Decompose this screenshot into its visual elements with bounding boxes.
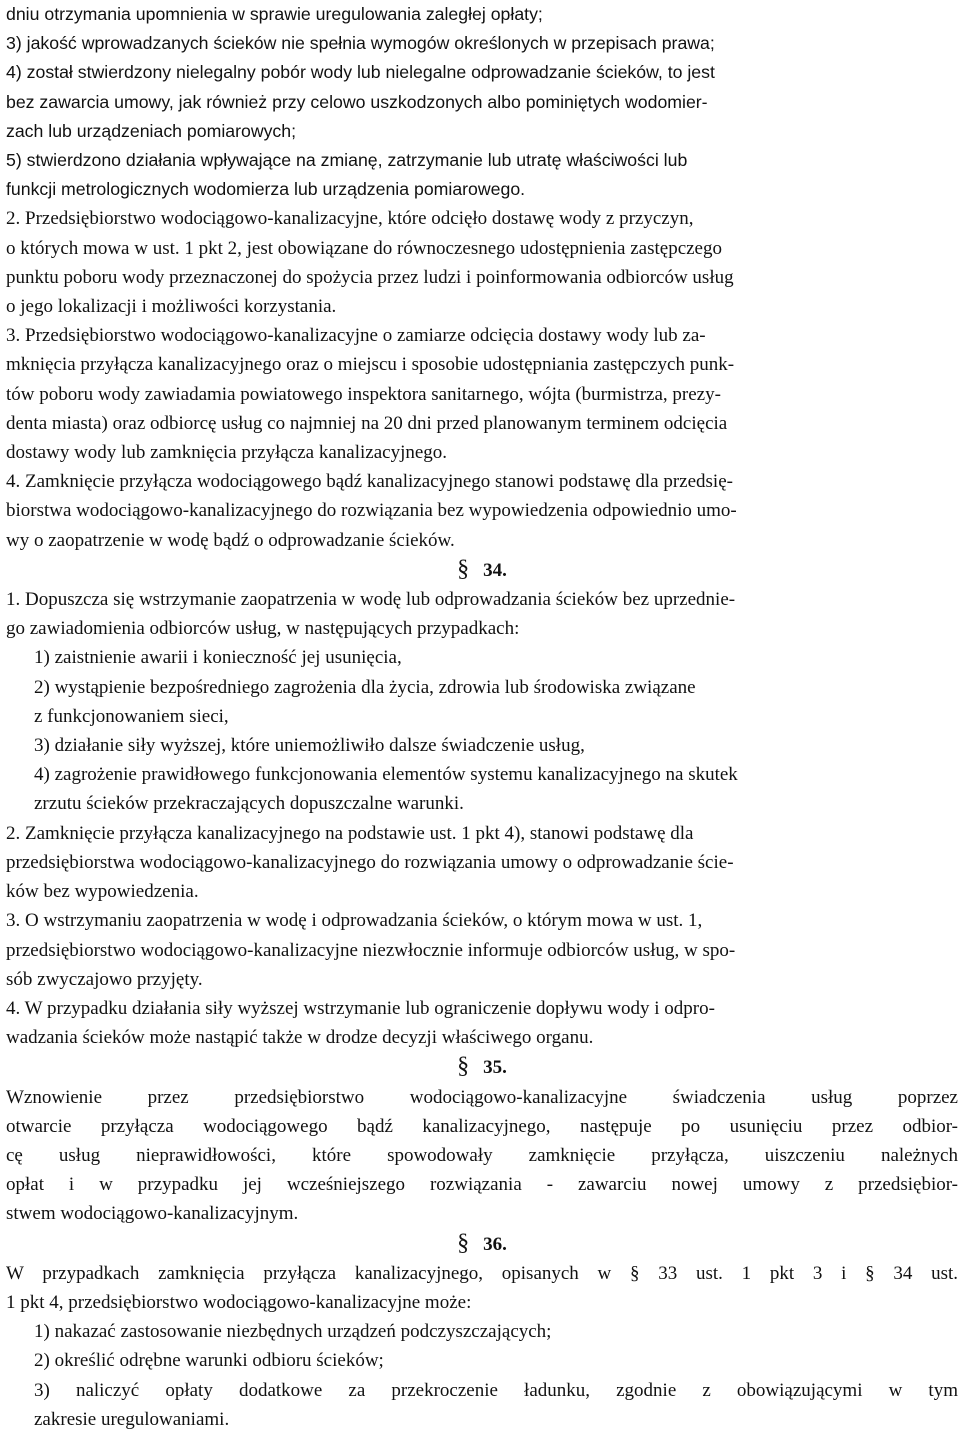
text-line: biorstwa wodociągowo-kanalizacyjnego do rozwiązania bez wypowiedzenia odpowiednio umo-: [6, 500, 737, 522]
text-line: sób zwyczajowo przyjęty.: [6, 968, 203, 990]
text-line: 4) zagrożenie prawidłowego funkcjonowania elementów systemu kanalizacyjnego na skutek: [34, 764, 738, 786]
text-line: zrzutu ścieków przekraczających dopuszczalne warunki.: [34, 793, 464, 815]
text-line: ków bez wypowiedzenia.: [6, 881, 199, 903]
text-line: bez zawarcia umowy, jak również przy celowo uszkodzonych albo pominiętych wodomier-: [6, 91, 708, 112]
text-line: 3. Przedsiębiorstwo wodociągowo-kanalizacyjne o zamiarze odcięcia dostawy wody lub za-: [6, 325, 706, 347]
text-line: 1 pkt 4, przedsiębiorstwo wodociągowo-kanalizacyjne może:: [6, 1291, 472, 1313]
text-line: W przypadkach zamknięcia przyłącza kanalizacyjnego, opisanych w § 33 ust. 1 pkt 3 i § 34 ust.: [6, 1262, 958, 1284]
text-line: 2. Zamknięcie przyłącza kanalizacyjnego na podstawie ust. 1 pkt 4), stanowi podstawę dla: [6, 822, 694, 844]
text-line: dostawy wody lub zamknięcia przyłącza kanalizacyjnego.: [6, 442, 448, 464]
text-line: Wznowienie przez przedsiębiorstwo wodociągowo-kanalizacyjne świadczenia usług poprzez: [6, 1086, 958, 1108]
text-line: denta miasta) oraz odbiorcę usług co najmniej na 20 dni przed planowanym terminem odcięcia: [6, 412, 728, 434]
text-line: przedsiębiorstwa wodociągowo-kanalizacyjnego do rozwiązania umowy o odprowadzanie ście-: [6, 851, 734, 873]
section-sign: §: [457, 1053, 470, 1080]
text-line: tów poboru wody zawiadamia powiatowego inspektora sanitarnego, wójta (burmistrza, prezy-: [6, 383, 721, 405]
text-line: cę usług nieprawidłowości, które spowodowały zamknięcie przyłącza, uiszczeniu należnych: [6, 1144, 958, 1166]
text-line: 2) wystąpienie bezpośredniego zagrożenia dla życia, zdrowia lub środowiska związane: [34, 676, 696, 698]
text-line: go zawiadomienia odbiorców usług, w następujących przypadkach:: [6, 618, 520, 640]
text-line: 3) naliczyć opłaty dodatkowe za przekroczenie ładunku, zgodnie z obowiązującymi w tym: [34, 1379, 958, 1401]
text-line: funkcji metrologicznych wodomierza lub urządzenia pomiarowego.: [6, 179, 526, 200]
text-line: wy o zaopatrzenie w wodę bądź o odprowadzanie ścieków.: [6, 529, 455, 551]
text-line: 3) działanie siły wyższej, które uniemożliwiło dalsze świadczenie usług,: [34, 735, 585, 757]
text-line: przedsiębiorstwo wodociągowo-kanalizacyjne niezwłocznie informuje odbiorców usług, w spo-: [6, 939, 736, 961]
text-line: otwarcie przyłącza wodociągowego bądź kanalizacyjnego, następuje po usunięciu przez odbior-: [6, 1115, 958, 1137]
text-line: 2) określić odrębne warunki odbioru ścieków;: [34, 1350, 384, 1372]
text-line: dniu otrzymania upomnienia w sprawie uregulowania zaległej opłaty;: [6, 4, 543, 24]
text-line: 2. Przedsiębiorstwo wodociągowo-kanalizacyjne, które odcięło dostawę wody z przyczyn,: [6, 208, 694, 230]
text-line: 3) jakość wprowadzanych ścieków nie spełnia wymogów określonych w przepisach prawa;: [6, 33, 715, 54]
text-line: zakresie uregulowaniami.: [34, 1408, 230, 1430]
document-page: [6, 0, 958, 1434]
text-line: 4. W przypadku działania siły wyższej wstrzymanie lub ograniczenie dopływu wody i odpro-: [6, 997, 715, 1019]
text-line: 1) zaistnienie awarii i konieczność jej usunięcia,: [34, 647, 402, 669]
text-line: 3. O wstrzymaniu zaopatrzenia w wodę i odprowadzania ścieków, o którym mowa w ust. 1,: [6, 910, 703, 932]
section-heading: [6, 1052, 958, 1082]
text-line: o których mowa w ust. 1 pkt 2, jest obowiązane do równoczesnego udostępnienia zastępczego: [6, 237, 722, 259]
text-line: punktu poboru wody przeznaczonej do spożycia przez ludzi i poinformowania odbiorców usług: [6, 266, 734, 288]
text-line: 5) stwierdzono działania wpływające na zmianę, zatrzymanie lub utratę właściwości lub: [6, 150, 688, 171]
section-number: 35.: [483, 1057, 507, 1079]
text-line: mknięcia przyłącza kanalizacyjnego oraz o miejscu i sposobie udostępniania zastępczych punk-: [6, 354, 735, 376]
text-line: o jego lokalizacji i możliwości korzystania.: [6, 296, 337, 318]
text-line: wadzania ścieków może nastąpić także w drodze decyzji właściwego organu.: [6, 1027, 594, 1049]
text-line: 1. Dopuszcza się wstrzymanie zaopatrzenia w wodę lub odprowadzania ścieków bez uprzednie-: [6, 589, 736, 611]
text-line: zach lub urządzeniach pomiarowych;: [6, 120, 297, 141]
section-sign: §: [457, 1229, 470, 1256]
section-number: 36.: [483, 1233, 507, 1255]
section-heading: [6, 555, 958, 585]
text-line: opłat i w przypadku jej wcześniejszego rozwiązania - zawarciu nowej umowy z przedsiębior-: [6, 1174, 958, 1196]
text-line: 4) został stwierdzony nielegalny pobór wody lub nielegalne odprowadzanie ścieków, to jest: [6, 62, 715, 83]
section-sign: §: [457, 555, 470, 582]
text-line: stwem wodociągowo-kanalizacyjnym.: [6, 1203, 299, 1225]
text-line: z funkcjonowaniem sieci,: [34, 705, 229, 727]
text-line: 4. Zamknięcie przyłącza wodociągowego bądź kanalizacyjnego stanowi podstawę dla przedsię-: [6, 471, 733, 493]
section-heading: [6, 1229, 958, 1259]
text-line: 1) nakazać zastosowanie niezbędnych urządzeń podczyszczających;: [34, 1321, 552, 1343]
section-number: 34.: [483, 559, 507, 581]
